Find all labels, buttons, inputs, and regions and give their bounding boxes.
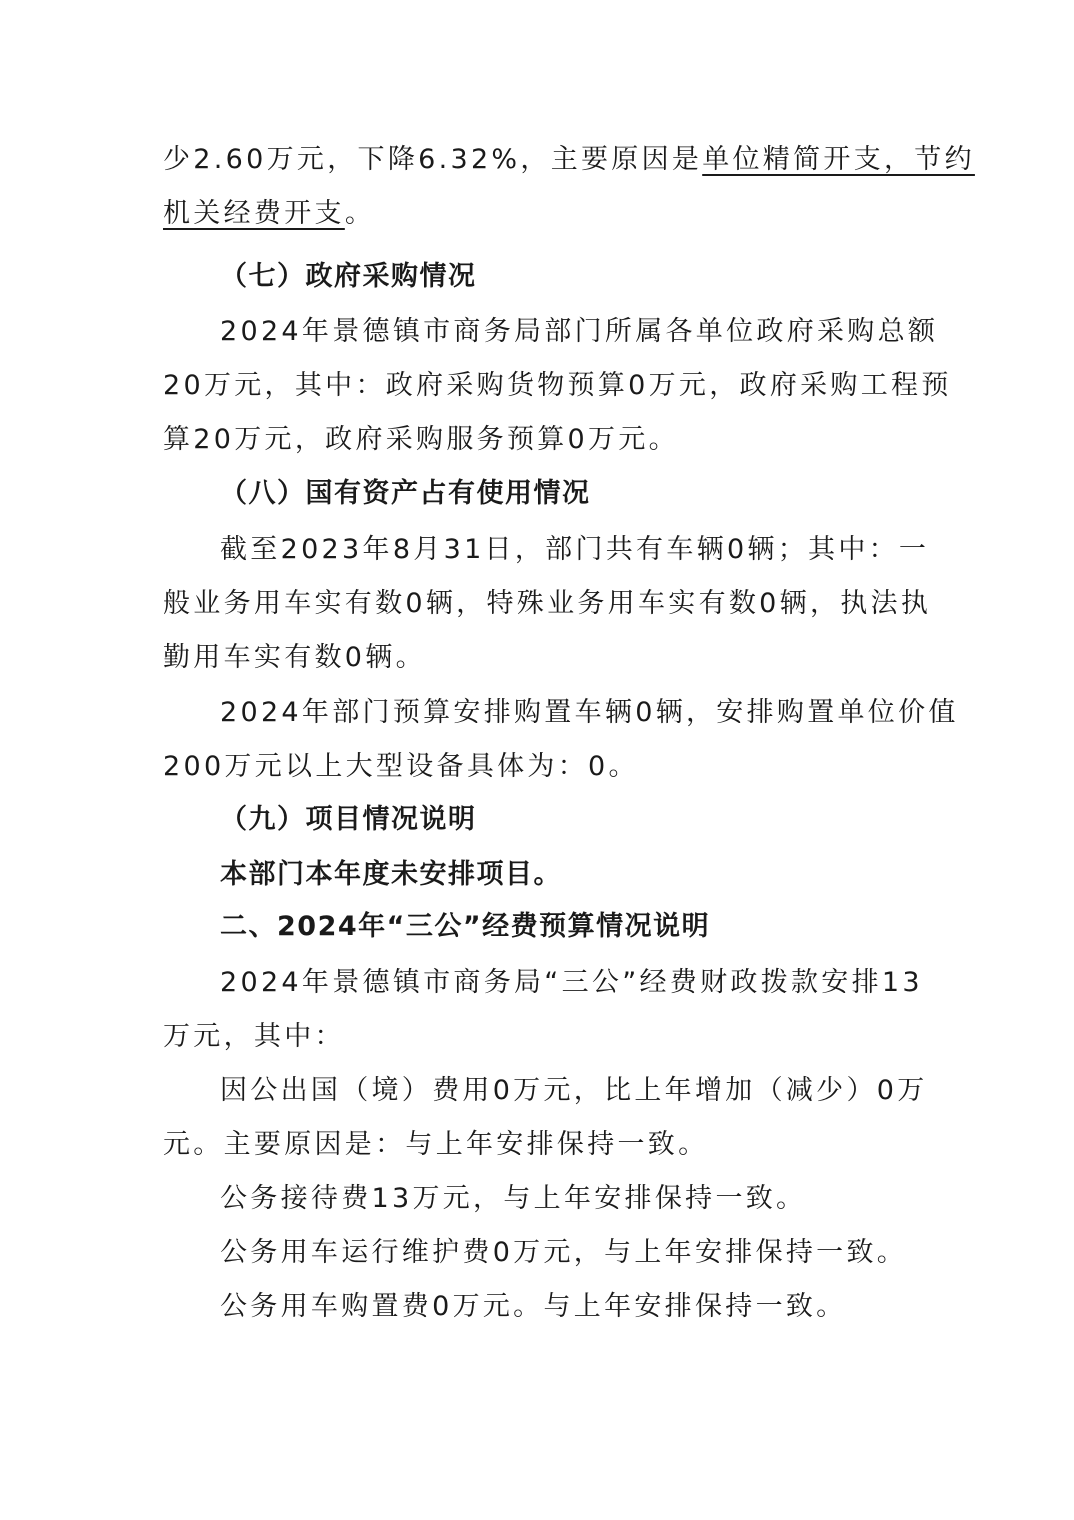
section-9-text: 本部门本年度未安排项目。 bbox=[220, 859, 562, 890]
part-2-p1-line-1: 2024年景德镇市商务局“三公”经费财政拨款安排13 bbox=[220, 967, 923, 998]
intro-underlined-text: 单位精简开支，节约 bbox=[702, 144, 975, 175]
section-7-line-1: 2024年景德镇市商务局部门所属各单位政府采购总额 bbox=[220, 316, 939, 347]
part-2-p3: 公务接待费13万元，与上年安排保持一致。 bbox=[220, 1183, 807, 1214]
section-9-heading: （九）项目情况说明 bbox=[220, 804, 477, 835]
part-2-heading: 二、2024年“三公”经费预算情况说明 bbox=[220, 911, 711, 942]
section-8-p1-line-1: 截至2023年8月31日，部门共有车辆0辆；其中：一 bbox=[220, 534, 930, 565]
intro-period: 。 bbox=[344, 198, 376, 229]
part-2-p2-line-1: 因公出国（境）费用0万元，比上年增加（减少）0万 bbox=[220, 1075, 928, 1106]
section-8-p1-line-3: 勤用车实有数0辆。 bbox=[163, 642, 426, 673]
section-8-p1-line-2: 般业务用车实有数0辆，特殊业务用车实有数0辆，执法执 bbox=[163, 588, 932, 619]
section-8-p2-line-1: 2024年部门预算安排购置车辆0辆，安排购置单位价值 bbox=[220, 697, 959, 728]
section-8-p2-line-2: 200万元以上大型设备具体为：0。 bbox=[163, 751, 639, 782]
part-2-p4: 公务用车运行维护费0万元，与上年安排保持一致。 bbox=[220, 1237, 908, 1268]
intro-text: 少2.60万元，下降6.32%，主要原因是 bbox=[163, 144, 703, 175]
part-2-p2-line-2: 元。主要原因是：与上年安排保持一致。 bbox=[163, 1129, 709, 1160]
section-7-heading: （七）政府采购情况 bbox=[220, 261, 477, 292]
section-7-line-2: 20万元，其中：政府采购货物预算0万元，政府采购工程预 bbox=[163, 370, 952, 401]
intro-line-2 bbox=[163, 194, 913, 234]
section-7-line-3: 算20万元，政府采购服务预算0万元。 bbox=[163, 424, 679, 455]
section-8-heading: （八）国有资产占有使用情况 bbox=[220, 478, 591, 509]
part-2-p1-line-2: 万元，其中： bbox=[163, 1021, 345, 1052]
part-2-p5: 公务用车购置费0万元。与上年安排保持一致。 bbox=[220, 1291, 847, 1322]
intro-line-1 bbox=[163, 140, 975, 180]
intro-underlined-text-2: 机关经费开支 bbox=[163, 198, 345, 229]
